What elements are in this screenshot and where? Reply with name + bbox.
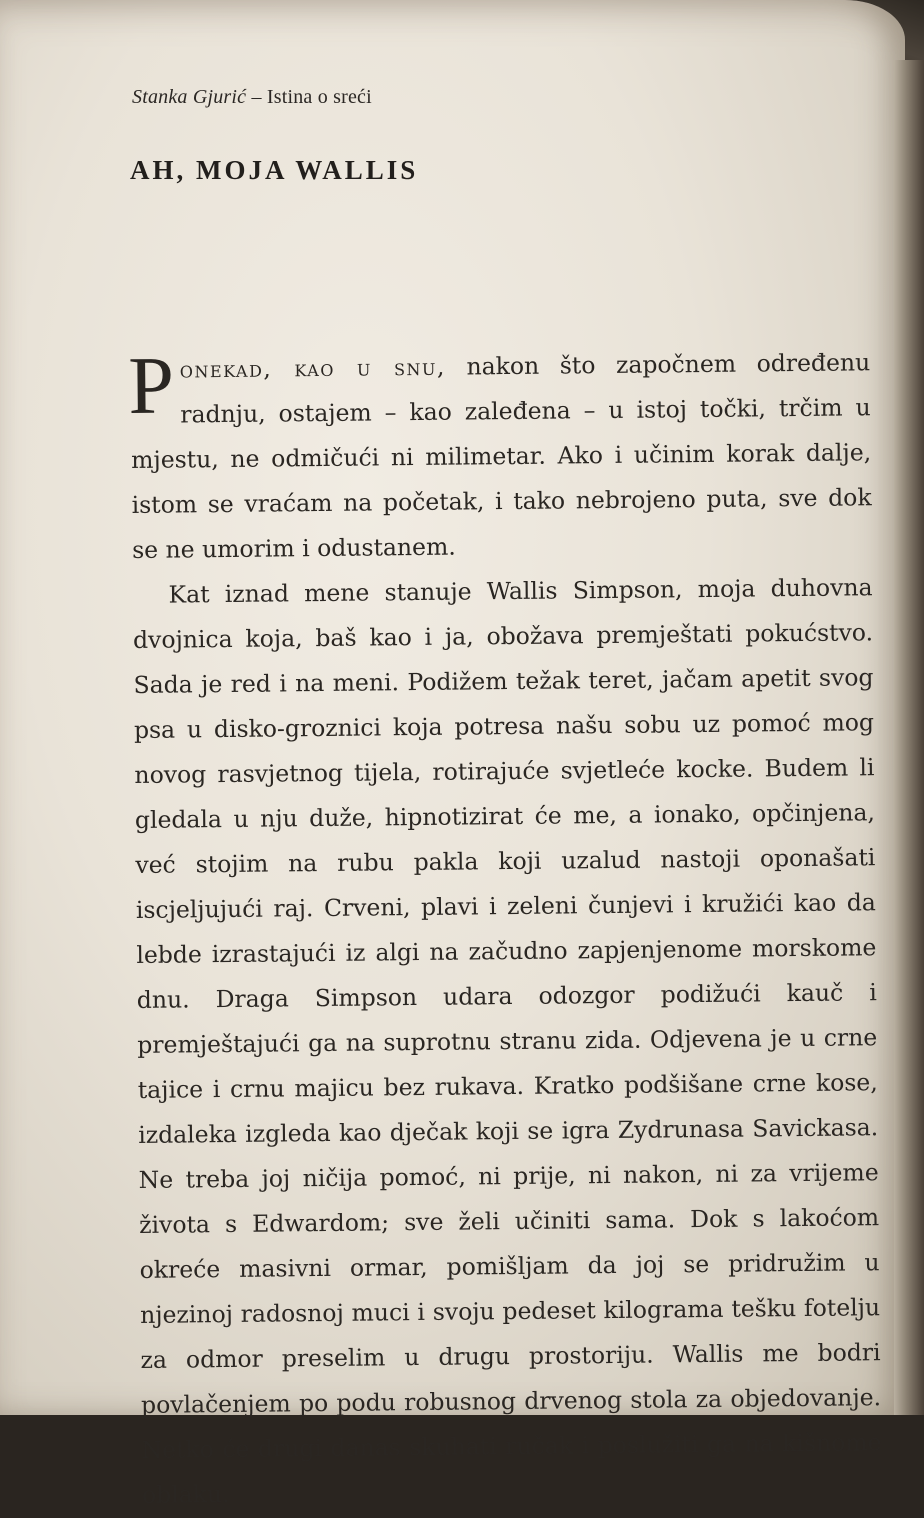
paragraph-2 bbox=[132, 565, 882, 1518]
running-head-author: Stanka Gjurić bbox=[132, 86, 247, 108]
chapter-body bbox=[127, 339, 882, 1518]
paragraph-1-opening: onekad, kao u snu, bbox=[179, 352, 447, 384]
running-head-separator: – bbox=[246, 86, 267, 108]
drop-cap: P bbox=[127, 339, 175, 432]
running-head bbox=[132, 86, 372, 109]
running-head-book: Istina o sreći bbox=[266, 86, 372, 108]
paragraph-2-text: Kat iznad mene stanuje Wallis Simpson, moja duhovna dvojnica koja, baš kao i ja, obožava premještati pokućstvo. Sada je red i na meni. Podižem težak teret, jačam apetit svog psa u disko-groznici koja potresa našu sobu uz pomoć mog novog rasvjetnog tijela, rotirajuće svjetleće kocke. Budem li gledala u nju duže, hipnotizirat će me, a ionako, opčinjena, već stojim na rubu pakla koji uzalud nastoji oponašati iscjeljujući raj. Crveni, plavi i zeleni čunjevi i kružići kao da lebde izrastajući iz algi na začudno zapjenjenome morskome dnu. Draga Simpson udara odozgor podižući kauč i premještajući ga na suprotnu stranu zida. Odjevena je u crne tajice i crnu majicu bez rukava. Kratko podšišane crne kose, izdaleka izgleda kao dječak koji se igra Zydrunasa Savickasa. Ne treba joj ničija pomoć, ni prije, ni nakon, ni za vrijeme života s Edwardom; sve želi učiniti sama. Dok s lakoćom okreće masivni ormar, pomišljam da joj se pridružim u njezinoj radosnoj muci i svoju pedeset kilograma tešku fotelju za odmor preselim u drugu prostoriju. Wallis me bodri povlačenjem po podu robusnog drvenog stola za objedovanje. Netko će drugi danas skuhati ručak i poslužiti ga na kišnome oblaku. bbox=[132, 573, 882, 1509]
paragraph-1 bbox=[127, 339, 872, 573]
page-edge bbox=[894, 60, 924, 1415]
chapter-title: AH, MOJA WALLIS bbox=[130, 155, 419, 185]
paragraph-1-text: nakon što započnem određenu radnju, ostajem – kao zaleđena – u istoj točki, trčim u mjestu, ne odmičući ni milimetar. Ako i učinim korak dalje, istom se vraćam na početak, i tako nebrojeno puta, sve dok se ne umorim i odustanem. bbox=[131, 348, 872, 564]
